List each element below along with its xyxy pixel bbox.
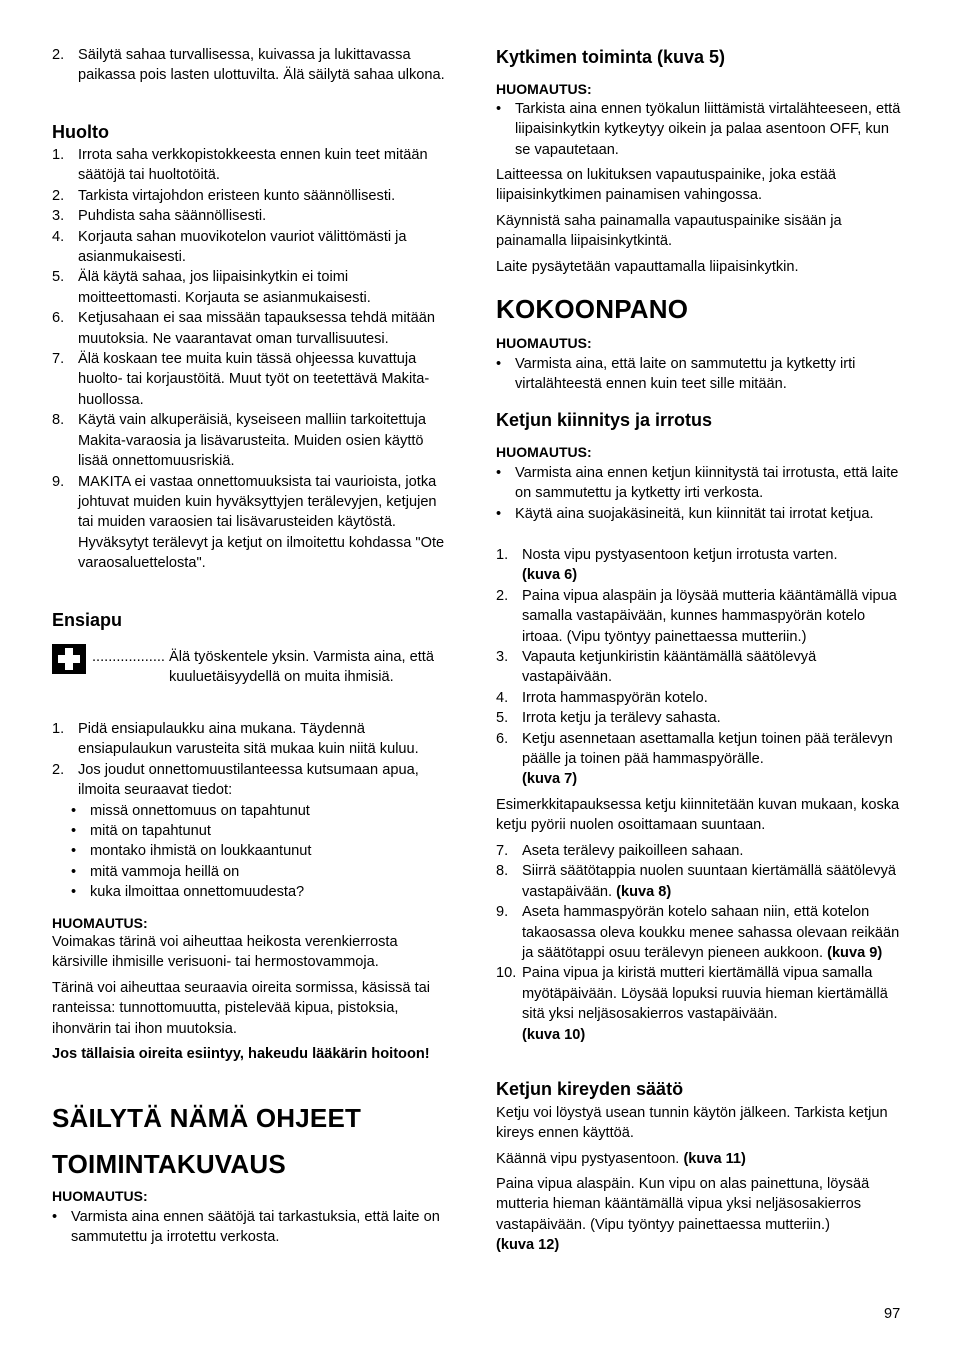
list-item: 8. Käytä vain alkuperäisiä, kyseiseen malliin tarkoitettuja Makita-varaosia ja lisävarusteita. Muiden osien käyttö lisää onnettomuusriskiä. bbox=[52, 412, 426, 470]
list-item: 3. Puhdista saha säännöllisesti. bbox=[52, 208, 267, 225]
huolto-heading: Huolto bbox=[52, 122, 109, 142]
ketju-steps-list bbox=[496, 545, 902, 790]
toimintakuvaus-heading: TOIMINTAKUVAUS bbox=[52, 1149, 286, 1179]
list-item: 4. Irrota hammaspyörän kotelo. bbox=[496, 689, 708, 706]
note-label: HUOMAUTUS: bbox=[496, 444, 592, 460]
first-aid-icon bbox=[52, 644, 86, 674]
list-item: 9. MAKITA ei vastaa onnettomuuksista tai vaurioista, jotka johtuvat muiden kuin hyväksyttyjen terälevyjen, ketjujen tai muiden varaosien tai lisävarusteiden käytöstä. Hyväksytyt terälevyt ja ketjut on ilmoitettu kohdassa "Ote varaosaluettelosta". bbox=[52, 473, 445, 572]
page-number: 97 bbox=[884, 1306, 901, 1322]
list-item: • Varmista aina, että laite on sammutettu ja kytketty irti virtalähteestä ennen kuin teet sille mitään. bbox=[496, 354, 902, 395]
kireys-intro: Ketju voi löystyä usean tunnin käytön jälkeen. Tarkista ketjun kireys ennen käyttöä. bbox=[496, 1105, 888, 1142]
list-item: 9. Aseta hammaspyörän kotelo sahaan niin, että kotelon takaosassa oleva koukku menee sahassa olevaan reikään ja säätötappi osuu terälevyn pieneen aukkoon. (kuva 9) bbox=[496, 904, 900, 962]
list-item: • missä onnettomuus on tapahtunut bbox=[52, 801, 452, 821]
storage-list bbox=[52, 45, 452, 86]
list-item: 5. Älä käytä sahaa, jos liipaisinkytkin ei toimi moitteettomasti. Korjauta se asianmukaisesti. bbox=[52, 269, 371, 306]
list-item: 2. Tarkista virtajohdon eristeen kunto säännöllisesti. bbox=[52, 187, 396, 204]
ketju-steps-list-continued bbox=[496, 841, 902, 1045]
list-item: 8. Siirrä säätötappia nuolen suuntaan kiertämällä säätölevyä vastapäivään. (kuva 8) bbox=[496, 863, 896, 900]
note-label: HUOMAUTUS: bbox=[52, 1188, 148, 1204]
list-item: 2. Säilytä sahaa turvallisessa, kuivassa ja lukittavassa paikassa pois lasten ulottuvilta. Älä säilytä sahaa ulkona. bbox=[52, 47, 445, 84]
list-item: 5. Irrota ketju ja terälevy sahasta. bbox=[496, 710, 721, 727]
ketju-heading: Ketjun kiinnitys ja irrotus bbox=[496, 410, 713, 430]
list-item: 7. Älä koskaan tee muita kuin tässä ohjeessa kuvattuja huolto- tai korjaustöitä. Muut työt on teetettävä Makita-huollossa. bbox=[52, 351, 430, 408]
list-item: 4. Korjauta sahan muovikotelon vauriot välittömästi ja asianmukaisesti. bbox=[52, 228, 407, 266]
list-item: 3. Vapauta ketjunkiristin kääntämällä säätölevyä vastapäivään. bbox=[496, 649, 817, 686]
list-item: 2. Paina vipua alaspäin ja löysää mutteria kääntämällä vipua samalla vastapäivään, kunnes hammaspyörän kotelo irtoaa. (Vipu työntyy painettaessa mutteriin.) bbox=[496, 587, 897, 645]
list-item: • mitä on tapahtunut bbox=[52, 821, 452, 841]
ensiapu-heading: Ensiapu bbox=[52, 610, 123, 630]
toiminta-note-list bbox=[52, 1207, 452, 1248]
list-item: • kuka ilmoittaa onnettomuudesta? bbox=[52, 882, 452, 902]
chain-direction-text: Esimerkkitapauksessa ketju kiinnitetään kuvan mukaan, koska ketju pyörii nuolen osoittamaan suuntaan. bbox=[496, 797, 900, 834]
kokoonpano-heading: KOKOONPANO bbox=[496, 294, 689, 324]
kytkin-heading: Kytkimen toiminta (kuva 5) bbox=[496, 47, 726, 67]
note-label: HUOMAUTUS: bbox=[496, 81, 592, 97]
kireys-heading: Ketjun kireyden säätö bbox=[496, 1079, 684, 1099]
list-item: • Varmista aina ennen säätöjä tai tarkastuksia, että laite on sammutettu ja irrotettu verkosta. bbox=[52, 1207, 452, 1248]
kytkin-note-list bbox=[496, 99, 902, 160]
list-item: 1. Nosta vipu pystyasentoon ketjun irrotusta varten. (kuva 6) bbox=[496, 547, 838, 584]
list-item: 1. Pidä ensiapulaukku aina mukana. Täydennä ensiapulaukun varusteita sitä mukaa kuin niitä kuluu. bbox=[52, 721, 419, 758]
kireys-step-1: Käännä vipu pystyasentoon. (kuva 11) bbox=[496, 1151, 746, 1167]
save-instructions-heading: SÄILYTÄ NÄMÄ OHJEET bbox=[52, 1103, 362, 1133]
note-label: HUOMAUTUS: bbox=[52, 915, 148, 931]
seek-doctor-warning: Jos tällaisia oireita esiintyy, hakeudu lääkärin hoitoon! bbox=[52, 1046, 430, 1062]
list-item: • montako ihmistä on loukkaantunut bbox=[52, 841, 452, 861]
list-item: 2. Jos joudut onnettomuustilanteessa kutsumaan apua, ilmoita seuraavat tiedot: bbox=[52, 761, 419, 799]
huolto-list bbox=[52, 145, 452, 574]
list-item: • Käytä aina suojakäsineitä, kun kiinnität tai irrotat ketjua. bbox=[496, 504, 902, 524]
kokoonpano-note-list bbox=[496, 354, 902, 395]
stop-text: Laite pysäytetään vapauttamalla liipaisinkytkin. bbox=[496, 259, 799, 275]
kireys-step-2: Paina vipua alaspäin. Kun vipu on alas painettuna, löysää mutteria hieman kääntämällä vipua yksi neljäsosakierros vastapäivään. (Vipu työntyy painettaessa mutteriin.) (kuva 12) bbox=[496, 1176, 870, 1254]
list-item: 10. Paina vipua ja kiristä mutteri kiertämällä vipua samalla myötäpäivään. Löysää lopuksi ruuvia hieman kiertämällä sitä yksi neljäsosakierros vastapäivään. (kuva 10) bbox=[496, 965, 888, 1043]
note-label: HUOMAUTUS: bbox=[496, 335, 592, 351]
list-item: 6. Ketju asennetaan asettamalla ketjun toinen pää terälevyn päälle ja toinen pää hammaspyörälle. (kuva 7) bbox=[496, 730, 893, 788]
first-aid-warning: .................. Älä työskentele yksin. Varmista aina, että kuuluetäisyydellä on muita ihmisiä. bbox=[92, 649, 434, 686]
list-item: • Varmista aina ennen ketjun kiinnitystä tai irrotusta, että laite on sammutettu ja kytketty irti verkosta. bbox=[496, 463, 902, 504]
list-item: • Tarkista aina ennen työkalun liittämistä virtalähteeseen, että liipaisinkytkin kytkeytyy oikein ja palaa asentoon OFF, kun se vapautetaan. bbox=[496, 99, 902, 160]
vibration-symptoms: Tärinä voi aiheuttaa seuraavia oireita sormissa, käsissä tai ranteissa: tunnottomuutta, pistelevää kipua, pistoksia, ihonvärin tai ihon muutoksia. bbox=[52, 980, 430, 1037]
ketju-note-list bbox=[496, 463, 902, 524]
emergency-info-list bbox=[52, 801, 452, 903]
vibration-note: Voimakas tärinä voi aiheuttaa heikosta verenkierrosta kärsiville ihmisille verisuoni- tai hermostovammoja. bbox=[52, 934, 398, 971]
list-item: 1. Irrota saha verkkopistokkeesta ennen kuin teet mitään säätöjä tai huoltotöitä. bbox=[52, 147, 428, 184]
ensiapu-list bbox=[52, 719, 452, 903]
list-item: 7. Aseta terälevy paikoilleen sahaan. bbox=[496, 843, 744, 859]
lock-off-button-text: Laitteessa on lukituksen vapautuspainike, joka estää liipaisinkytkimen painamisen vahingossa. bbox=[496, 167, 836, 204]
start-text: Käynnistä saha painamalla vapautuspainike sisään ja painamalla liipaisinkytkintä. bbox=[496, 213, 842, 250]
list-item: • mitä vammoja heillä on bbox=[52, 862, 452, 882]
list-item: 6. Ketjusahaan ei saa missään tapauksessa tehdä mitään muutoksia. Ne vaarantavat oman turvallisuutesi. bbox=[52, 310, 435, 347]
